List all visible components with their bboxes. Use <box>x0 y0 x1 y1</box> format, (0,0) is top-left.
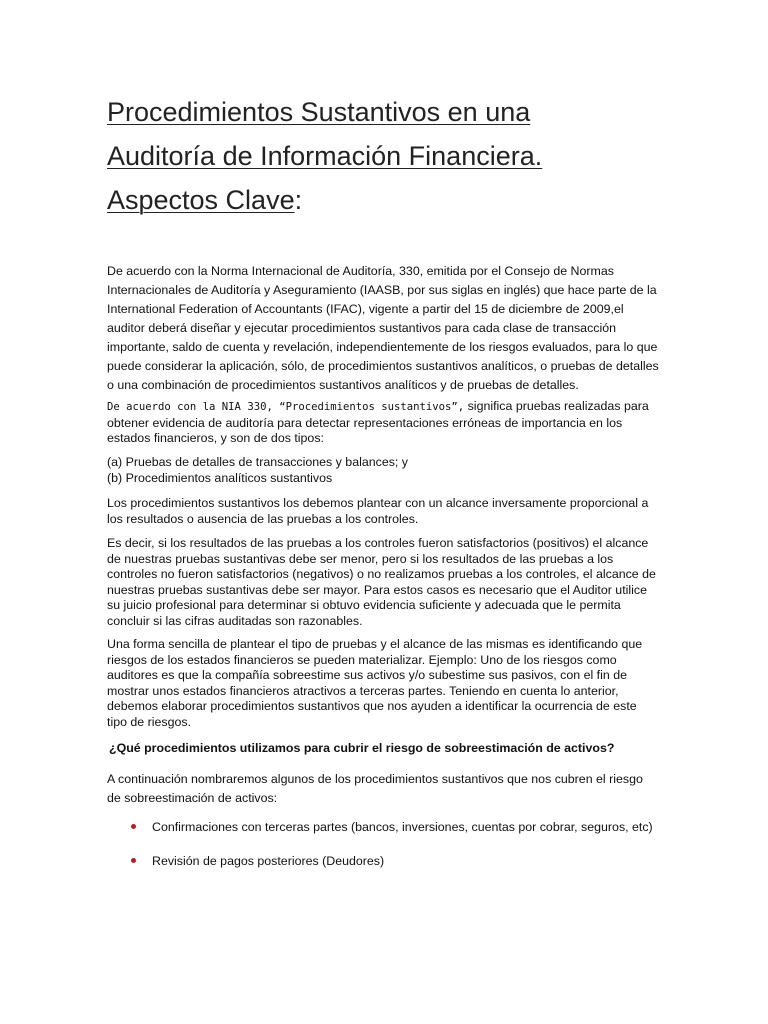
nia-definition-text: significa pruebas realizadas para obtener evidencia de auditoría para detectar representaciones erróneas de importancia en los estados financieros, y son de dos tipos: <box>107 399 649 445</box>
list-item-text: Confirmaciones con terceras partes (bancos, inversiones, cuentas por cobrar, seguros, etc) <box>152 820 653 834</box>
type-b: (b) Procedimientos analíticos sustantivos <box>107 470 333 485</box>
list-item-text: Revisión de pagos posteriores (Deudores) <box>152 854 385 868</box>
forma-paragraph: Una forma sencilla de plantear el tipo de pruebas y el alcance de las mismas es identificando que riesgos de los estados financieros se pueden materializar. Ejemplo: Uno de los riesgos como auditores es que la compañía sobreestime sus activos y/o subestime sus pasivos, con el fin de mostrar unos estados financieros atractivos a terceras partes. Teniendo en cuenta lo anterior, debemos elaborar procedimientos sustantivos que nos ayuden a identificar la ocurrencia de este tipo de riesgos. <box>107 637 643 729</box>
question-heading: ¿Qué procedimientos utilizamos para cubrir el riesgo de sobreestimación de activos? <box>109 741 615 755</box>
procedures-list <box>127 818 667 886</box>
document-title <box>107 90 667 222</box>
es-decir-paragraph: Es decir, si los resultados de las pruebas a los controles fueron satisfactorios (positivos) el alcance de nuestras pruebas sustantivas debe ser menor, pero si los resultados de las pruebas a los controles no fueron satisfactorios (negativos) o no realizamos pruebas a los controles, el alcance de nuestras pruebas sustantivas debe ser mayor. Para estos casos es necesario que el Auditor utilice su juicio profesional para determinar si obtuvo evidencia suficiente y adecuada que le permita concluir si las cifras auditadas son razonables. <box>107 536 656 628</box>
continuacion-paragraph: A continuación nombraremos algunos de los procedimientos sustantivos que nos cubren el riesgo de sobreestimación de activos: <box>107 772 643 805</box>
inverse-paragraph: Los procedimientos sustantivos los debemos plantear con un alcance inversamente proporcional a los resultados o ausencia de las pruebas a los controles. <box>107 496 649 526</box>
nia-reference: De acuerdo con la NIA 330, “Procedimientos sustantivos”, <box>107 401 465 413</box>
title-line-3: Aspectos Clave <box>107 185 295 215</box>
type-a: (a) Pruebas de detalles de transacciones y balances; y <box>107 455 408 469</box>
list-item <box>127 852 667 870</box>
types-list <box>107 455 659 486</box>
nia-definition-paragraph <box>107 399 659 447</box>
bullet-dot-icon <box>131 824 136 829</box>
title-colon: : <box>294 185 303 215</box>
intro-paragraph: De acuerdo con la Norma Internacional de Auditoría, 330, emitida por el Consejo de Normas Internacionales de Auditoría y Aseguramiento (IAASB, por sus siglas en inglés) que hace parte de la International Federation of Accountants (IFAC), vigente a partir del 15 de diciembre de 2009,el auditor deberá diseñar y ejecutar procedimientos sustantivos para cada clase de transacción importante, saldo de cuenta y revelación, independientemente de los riesgos evaluados, para lo que puede considerar la aplicación, sólo, de procedimientos sustantivos analíticos, o pruebas de detalles o una combinación de procedimientos sustantivos analíticos y de pruebas de detalles. <box>107 264 659 392</box>
title-line-2: Auditoría de Información Financiera. <box>107 141 543 171</box>
bullet-dot-icon <box>131 858 136 863</box>
title-line-1: Procedimientos Sustantivos en una <box>107 97 531 127</box>
list-item <box>127 818 667 836</box>
